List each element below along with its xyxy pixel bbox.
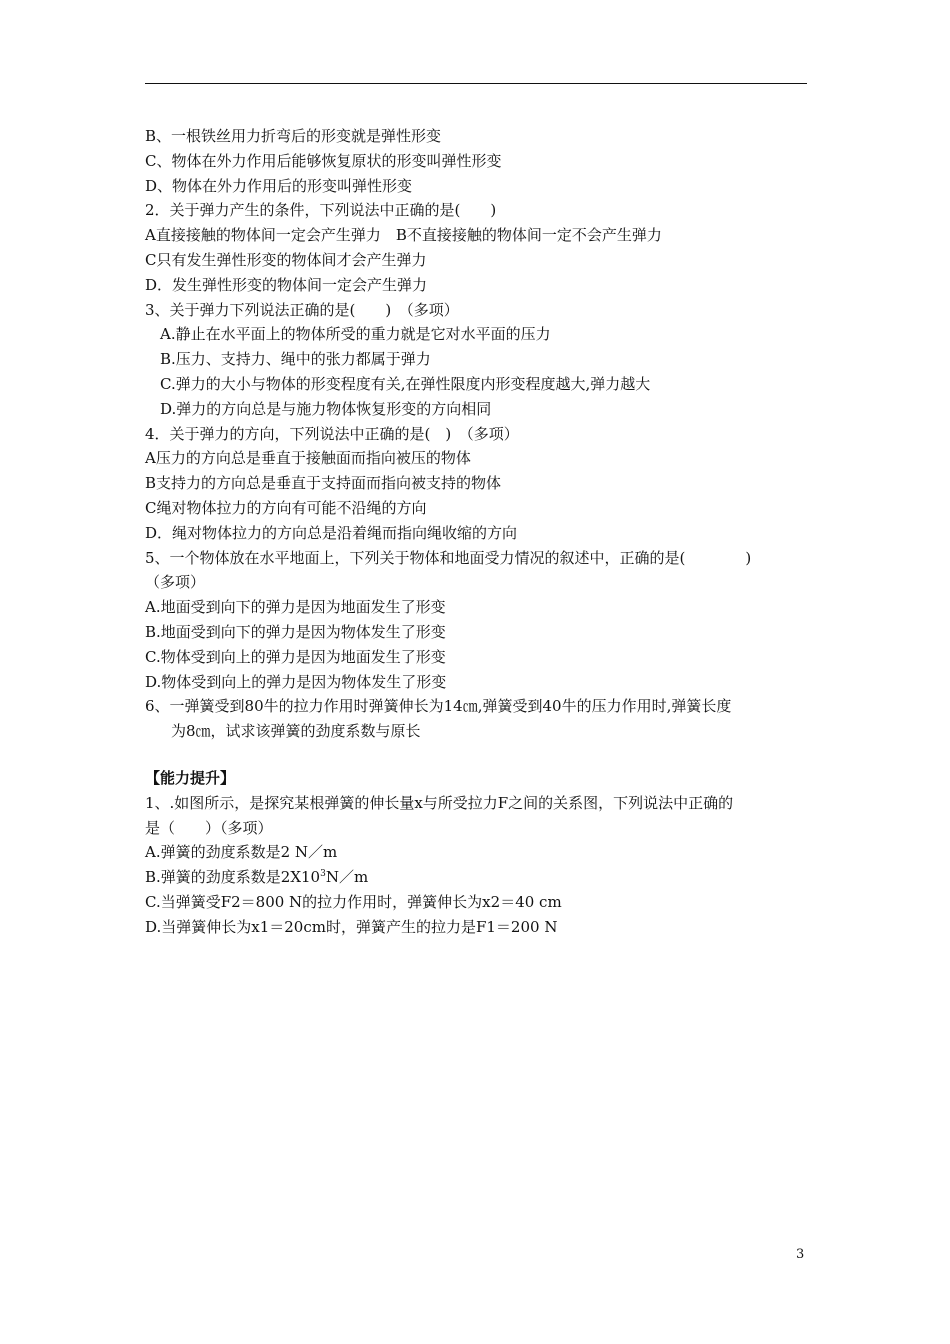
q1-option-c: C、物体在外力作用后能够恢复原状的形变叫弹性形变 bbox=[145, 151, 502, 170]
p1-option-c: C.当弹簧受F2＝800 N的拉力作用时，弹簧伸长为x2＝40 cm bbox=[145, 892, 562, 911]
q3-option-d: D.弹力的方向总是与施力物体恢复形变的方向相同 bbox=[160, 399, 492, 418]
p1-option-b-suffix: N／m bbox=[325, 868, 369, 887]
q2-stem: 2．关于弹力产生的条件，下列说法中正确的是( ) bbox=[145, 201, 497, 220]
q4-option-d: D．绳对物体拉力的方向总是沿着绳而指向绳收缩的方向 bbox=[145, 523, 518, 542]
p1-option-b-exponent: 3 bbox=[320, 869, 326, 880]
q3-option-a: A.静止在水平面上的物体所受的重力就是它对水平面的压力 bbox=[160, 325, 551, 344]
q1-option-d: D、物体在外力作用后的形变叫弹性形变 bbox=[145, 176, 413, 195]
q6-stem-continued: 为8㎝，试求该弹簧的劲度系数与原长 bbox=[171, 722, 421, 741]
q4-option-b: B支持力的方向总是垂直于支持面而指向被支持的物体 bbox=[145, 474, 502, 493]
q4-stem: 4．关于弹力的方向，下列说法中正确的是( ) （多项） bbox=[145, 424, 519, 443]
q1-option-b: B、一根铁丝用力折弯后的形变就是弹性形变 bbox=[145, 127, 442, 145]
q5-option-d: D.物体受到向上的弹力是因为物体发生了形变 bbox=[145, 672, 447, 691]
q3-option-c: C.弹力的大小与物体的形变程度有关,在弹性限度内形变程度越大,弹力越大 bbox=[160, 374, 651, 393]
document-body bbox=[145, 124, 810, 940]
q2-option-c: C只有发生弹性形变的物体间才会产生弹力 bbox=[145, 250, 427, 269]
p1-stem-continued: 是（ ）（多项） bbox=[145, 818, 273, 837]
p1-option-d: D.当弹簧伸长为x1＝20cm时，弹簧产生的拉力是F1＝200 N bbox=[145, 917, 558, 936]
p1-option-b-prefix: B.弹簧的劲度系数是2X10 bbox=[145, 868, 321, 887]
q5-option-a: A.地面受到向下的弹力是因为地面发生了形变 bbox=[145, 598, 446, 617]
section-title: 【能力提升】 bbox=[145, 768, 236, 787]
section-gap bbox=[145, 744, 810, 766]
q4-option-c: C绳对物体拉力的方向有可能不沿绳的方向 bbox=[145, 498, 427, 517]
q2-options-ab: A直接接触的物体间一定会产生弹力 B不直接接触的物体间一定不会产生弹力 bbox=[145, 226, 662, 245]
q5-stem: 5、一个物体放在水平地面上，下列关于物体和地面受力情况的叙述中，正确的是( ) bbox=[145, 548, 752, 567]
q6-stem: 6、一弹簧受到80牛的拉力作用时弹簧伸长为14㎝,弹簧受到40牛的压力作用时,弹簧长度 bbox=[145, 697, 732, 716]
q2-option-d: D．发生弹性形变的物体间一定会产生弹力 bbox=[145, 275, 428, 294]
q4-option-a: A压力的方向总是垂直于接触面而指向被压的物体 bbox=[145, 449, 471, 468]
q3-stem: 3、关于弹力下列说法正确的是( ) （多项） bbox=[145, 300, 459, 319]
q5-multi-note: （多项） bbox=[145, 573, 206, 592]
q5-option-b: B.地面受到向下的弹力是因为物体发生了形变 bbox=[145, 622, 446, 641]
p1-option-a: A.弹簧的劲度系数是2 N／m bbox=[145, 843, 338, 862]
p1-stem: 1、.如图所示，是探究某根弹簧的伸长量x与所受拉力F之间的关系图，下列说法中正确的 bbox=[145, 793, 734, 812]
page-number: 3 bbox=[796, 1247, 805, 1262]
q5-option-c: C.物体受到向上的弹力是因为地面发生了形变 bbox=[145, 647, 446, 666]
header-rule bbox=[145, 83, 807, 84]
q3-option-b: B.压力、支持力、绳中的张力都属于弹力 bbox=[160, 350, 431, 369]
p1-option-b bbox=[145, 865, 810, 890]
